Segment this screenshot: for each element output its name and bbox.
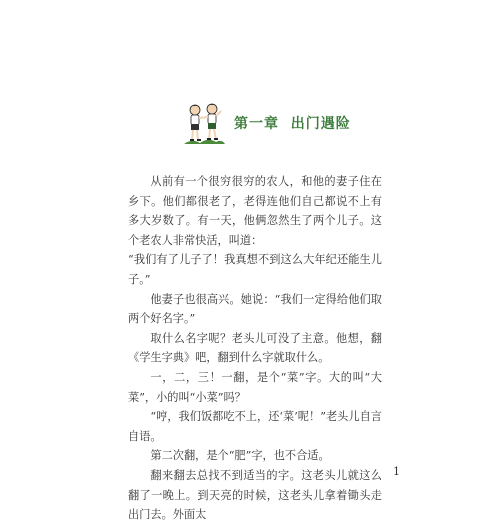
two-boys-illustration — [182, 100, 226, 146]
paragraph: 翻来翻去总找不到适当的字。这老头儿就这么翻了一晚上。到天亮的时候，这老头儿拿着锄头走出门去。外面太 — [128, 468, 382, 522]
paragraph: “哼，我们饭都吃不上，还‘菜’呢！”老头儿自言自语。 — [128, 410, 382, 443]
paragraph: 从前有一个很穷很穷的农人，和他的妻子住在乡下。他们都很老了，老得连他们自己都说不上有多大岁数了。有一天，他俩忽然生了两个儿子。这个老农人非常快活，叫道： — [128, 175, 382, 247]
paragraph: “我们有了儿子了！我真想不到这么大年纪还能生儿子。” — [128, 253, 382, 286]
chapter-title: 第一章 出门遇险 — [234, 116, 351, 132]
paragraph: 第二次翻，是个“肥”字，也不合适。 — [150, 449, 330, 463]
chapter-body — [128, 172, 382, 525]
paragraph: 他妻子也很高兴。她说：“我们一定得给他们取两个好名字。” — [128, 292, 382, 326]
paragraph: 一，二，三！一翻，是个“菜”字。大的叫“大菜”，小的叫“小菜”吗？ — [128, 370, 382, 404]
page-number: 1 — [393, 465, 400, 478]
paragraph: 取什么名字呢？老头儿可没了主意。他想，翻《学生字典》吧，翻到什么字就取什么。 — [128, 331, 382, 365]
chapter-header — [182, 100, 351, 146]
